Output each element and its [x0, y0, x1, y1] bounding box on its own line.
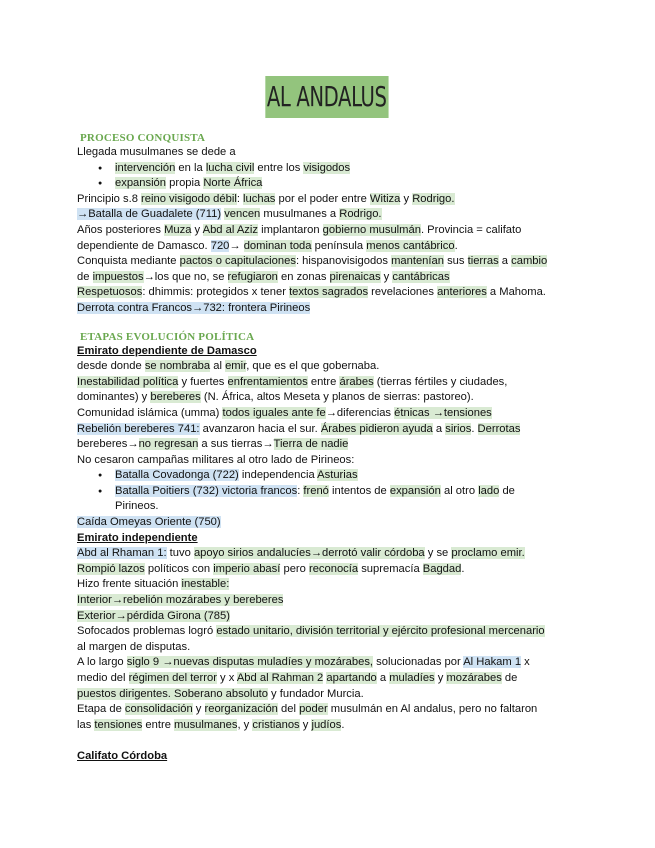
text-line: desde donde se nombraba al emir, que es el que gobernaba.: [77, 360, 380, 373]
text-line: →Batalla de Guadalete (711) vencen musulmanes a Rodrigo.: [77, 208, 382, 221]
section-heading-etapas: ETAPAS EVOLUCIÓN POLÍTICA: [80, 330, 255, 343]
text-line: A lo largo siglo 9 →nuevas disputas muladíes y mozárabes, solucionadas por Al Hakam 1 x: [77, 656, 530, 669]
text-line: Derrota contra Francos→732: frontera Pirineos: [77, 301, 311, 314]
subheading-emirato-dependiente: Emirato dependiente de Damasco: [77, 344, 257, 357]
text-line: Respetuosos: dhimmis: protegidos x tener textos sagrados revelaciones anteriores a Mahoma.: [77, 286, 546, 299]
text-line: Abd al Rhaman 1: tuvo apoyo sirios andalucíes→derrotó valir córdoba y se proclamo emir.: [77, 547, 525, 560]
text-line: bereberes→no regresan a sus tierras→Tierra de nadie: [77, 438, 349, 451]
text-line: dominantes) y bereberes (N. África, altos Meseta y planos de sierras: pastoreo).: [77, 391, 474, 404]
list-item: ● intervención en la lucha civil entre los visigodos: [77, 161, 577, 177]
text-line: Rompió lazos políticos con imperio abasí pero reconocía supremacía Bagdad.: [77, 562, 465, 575]
text-line: Exterior→pérdida Girona (785): [77, 609, 230, 622]
text-line: Caída Omeyas Oriente (750): [77, 516, 221, 529]
text-line: Inestabilidad política y fuertes enfrentamientos entre árabes (tierras fértiles y ciudades,: [77, 375, 508, 388]
text-line: al margen de disputas.: [77, 640, 191, 653]
text-line: Comunidad islámica (umma) todos iguales ante fe→diferencias étnicas →tensiones: [77, 406, 492, 419]
subheading-califato-cordoba: Califato Córdoba: [77, 750, 168, 763]
text-line: No cesaron campañas militares al otro lado de Pirineos:: [77, 453, 355, 466]
text-line: puestos dirigentes. Soberano absoluto y fundador Murcia.: [77, 687, 364, 700]
document-page: [77, 76, 577, 765]
text-line: de impuestos→los que no, se refugiaron en zonas pirenaicas y cantábricas: [77, 270, 450, 283]
text-line: Conquista mediante pactos o capitulaciones: hispanovisigodos mantenían sus tierras a cambio: [77, 255, 548, 268]
text-line: Etapa de consolidación y reorganización del poder musulmán en Al andalus, pero no faltaron: [77, 703, 538, 716]
text-line: Principio s.8 reino visigodo débil: luchas por el poder entre Witiza y Rodrigo.: [77, 192, 455, 205]
list-item: ● expansión propia Norte África: [77, 176, 577, 192]
text-line: Llegada musulmanes se dede a: [77, 146, 236, 158]
text-line: dependiente de Damasco. 720→ dominan toda península menos cantábrico.: [77, 239, 458, 252]
text-line: Rebelión bereberes 741: avanzaron hacia el sur. Árabes pidieron ayuda a sirios. Derrotas: [77, 422, 521, 435]
text-line: Interior→rebelión mozárabes y bereberes: [77, 594, 284, 607]
text-line: Hizo frente situación inestable:: [77, 578, 230, 591]
text-line: Años posteriores Muza y Abd al Aziz implantaron gobierno musulmán. Provincia = califato: [77, 223, 522, 236]
list-item-continuation: Pirineos.: [115, 500, 159, 513]
list-item: ● Batalla Covadonga (722) independencia Asturias: [77, 468, 577, 484]
page-title: AL ANDALUS: [266, 76, 389, 118]
section-heading-proceso-conquista: PROCESO CONQUISTA: [80, 132, 206, 144]
subheading-emirato-independiente: Emirato independiente: [77, 531, 198, 544]
text-line: las tensiones entre musulmanes, y cristianos y judíos.: [77, 718, 345, 731]
text-line: medio del régimen del terror y x Abd al Rahman 2 apartando a muladíes y mozárabes de: [77, 672, 518, 684]
list-item: ● Batalla Poitiers (732) victoria francos: frenó intentos de expansión al otro lado de: [77, 484, 577, 500]
text-line: Sofocados problemas logró estado unitario, división territorial y ejército profesional mercenario: [77, 625, 545, 638]
